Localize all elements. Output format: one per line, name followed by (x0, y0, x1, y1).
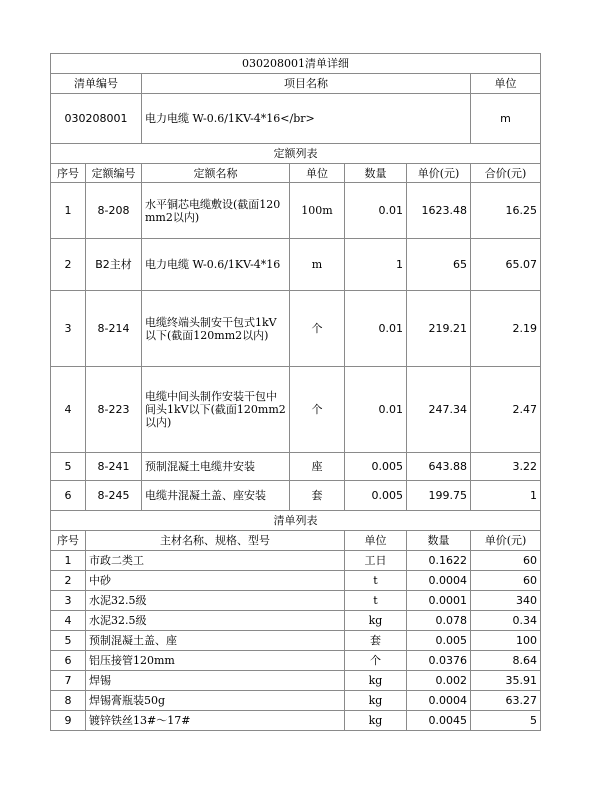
quota-unit: 座 (290, 453, 345, 481)
quota-header-row (51, 164, 541, 183)
materials-header-cell: 主材名称、规格、型号 (86, 531, 345, 551)
bill-header-unit: 单位 (471, 74, 541, 94)
material-unit: 工日 (345, 551, 407, 571)
quota-code: 8-241 (86, 453, 142, 481)
quota-section-title: 定额列表 (51, 144, 541, 164)
quota-total: 1 (471, 481, 541, 511)
material-qty: 0.0045 (407, 711, 471, 731)
materials-section-title: 清单列表 (51, 511, 541, 531)
quota-unit: 套 (290, 481, 345, 511)
quota-price: 65 (407, 239, 471, 291)
material-price: 8.64 (471, 651, 541, 671)
quota-row (51, 453, 541, 481)
material-name: 焊锡膏瓶装50g (86, 691, 345, 711)
quota-header-cell: 数量 (345, 164, 407, 183)
material-row (51, 711, 541, 731)
material-no: 4 (51, 611, 86, 631)
quota-no: 5 (51, 453, 86, 481)
quota-code: B2主材 (86, 239, 142, 291)
material-no: 7 (51, 671, 86, 691)
quota-name: 电缆终端头制安干包式1kV以下(截面120mm2以内) (142, 291, 290, 367)
quota-qty: 0.01 (345, 183, 407, 239)
material-qty: 0.005 (407, 631, 471, 651)
bill-code: 030208001 (51, 94, 142, 144)
material-unit: kg (345, 611, 407, 631)
material-qty: 0.1622 (407, 551, 471, 571)
material-no: 2 (51, 571, 86, 591)
material-row (51, 691, 541, 711)
material-price: 63.27 (471, 691, 541, 711)
material-name: 镀锌铁丝13#～17# (86, 711, 345, 731)
material-no: 3 (51, 591, 86, 611)
quota-name: 电缆中间头制作安装干包中间头1kV以下(截面120mm2以内) (142, 367, 290, 453)
quota-code: 8-245 (86, 481, 142, 511)
material-row (51, 551, 541, 571)
quota-code: 8-214 (86, 291, 142, 367)
quota-header-cell: 单位 (290, 164, 345, 183)
material-name: 焊锡 (86, 671, 345, 691)
quota-price: 199.75 (407, 481, 471, 511)
materials-header-cell: 单价(元) (471, 531, 541, 551)
material-price: 5 (471, 711, 541, 731)
quota-price: 643.88 (407, 453, 471, 481)
quota-total: 16.25 (471, 183, 541, 239)
quota-unit: 100m (290, 183, 345, 239)
bill-name: 电力电缆 W-0.6/1KV-4*16</br> (142, 94, 471, 144)
material-unit: 个 (345, 651, 407, 671)
material-unit: t (345, 571, 407, 591)
quota-qty: 1 (345, 239, 407, 291)
materials-header-row (51, 531, 541, 551)
material-qty: 0.0004 (407, 571, 471, 591)
quota-no: 3 (51, 291, 86, 367)
quota-row (51, 239, 541, 291)
bill-unit: m (471, 94, 541, 144)
material-price: 0.34 (471, 611, 541, 631)
materials-header-cell: 序号 (51, 531, 86, 551)
material-name: 水泥32.5级 (86, 591, 345, 611)
quota-header-cell: 合价(元) (471, 164, 541, 183)
quota-row (51, 291, 541, 367)
material-name: 中砂 (86, 571, 345, 591)
quota-name: 预制混凝土电缆井安装 (142, 453, 290, 481)
material-qty: 0.0001 (407, 591, 471, 611)
material-unit: kg (345, 671, 407, 691)
material-qty: 0.0376 (407, 651, 471, 671)
material-unit: t (345, 591, 407, 611)
materials-header-cell: 数量 (407, 531, 471, 551)
quota-qty: 0.005 (345, 481, 407, 511)
quota-qty: 0.01 (345, 291, 407, 367)
quota-unit: 个 (290, 367, 345, 453)
quota-price: 1623.48 (407, 183, 471, 239)
material-row (51, 631, 541, 651)
material-name: 水泥32.5级 (86, 611, 345, 631)
material-price: 60 (471, 571, 541, 591)
quota-price: 219.21 (407, 291, 471, 367)
material-no: 5 (51, 631, 86, 651)
material-name: 市政二类工 (86, 551, 345, 571)
material-row (51, 671, 541, 691)
quota-name: 电缆井混凝土盖、座安装 (142, 481, 290, 511)
bill-header-code: 清单编号 (51, 74, 142, 94)
quota-unit: 个 (290, 291, 345, 367)
quota-header-cell: 序号 (51, 164, 86, 183)
quota-name: 水平铜芯电缆敷设(截面120mm2以内) (142, 183, 290, 239)
quota-unit: m (290, 239, 345, 291)
quota-code: 8-208 (86, 183, 142, 239)
material-row (51, 591, 541, 611)
material-no: 8 (51, 691, 86, 711)
quota-row (51, 481, 541, 511)
bill-header-name: 项目名称 (142, 74, 471, 94)
material-name: 铝压接管120mm (86, 651, 345, 671)
quota-no: 4 (51, 367, 86, 453)
material-no: 6 (51, 651, 86, 671)
quota-no: 2 (51, 239, 86, 291)
quota-code: 8-223 (86, 367, 142, 453)
quota-no: 6 (51, 481, 86, 511)
material-unit: kg (345, 711, 407, 731)
quota-qty: 0.01 (345, 367, 407, 453)
materials-header-cell: 单位 (345, 531, 407, 551)
quota-row (51, 367, 541, 453)
quota-total: 2.19 (471, 291, 541, 367)
bill-detail-table (50, 53, 541, 731)
material-row (51, 571, 541, 591)
material-row (51, 651, 541, 671)
quota-header-cell: 定额编号 (86, 164, 142, 183)
quota-total: 65.07 (471, 239, 541, 291)
quota-header-cell: 单价(元) (407, 164, 471, 183)
quota-total: 3.22 (471, 453, 541, 481)
quota-header-cell: 定额名称 (142, 164, 290, 183)
material-no: 1 (51, 551, 86, 571)
material-unit: 套 (345, 631, 407, 651)
quota-name: 电力电缆 W-0.6/1KV-4*16 (142, 239, 290, 291)
material-row (51, 611, 541, 631)
material-no: 9 (51, 711, 86, 731)
material-unit: kg (345, 691, 407, 711)
quota-row (51, 183, 541, 239)
material-name: 预制混凝土盖、座 (86, 631, 345, 651)
quota-qty: 0.005 (345, 453, 407, 481)
quota-price: 247.34 (407, 367, 471, 453)
material-price: 340 (471, 591, 541, 611)
material-qty: 0.0004 (407, 691, 471, 711)
quota-no: 1 (51, 183, 86, 239)
material-qty: 0.078 (407, 611, 471, 631)
quota-total: 2.47 (471, 367, 541, 453)
material-price: 100 (471, 631, 541, 651)
material-price: 60 (471, 551, 541, 571)
table-title: 030208001清单详细 (51, 54, 541, 74)
materials-section-row (51, 511, 541, 531)
material-qty: 0.002 (407, 671, 471, 691)
material-price: 35.91 (471, 671, 541, 691)
